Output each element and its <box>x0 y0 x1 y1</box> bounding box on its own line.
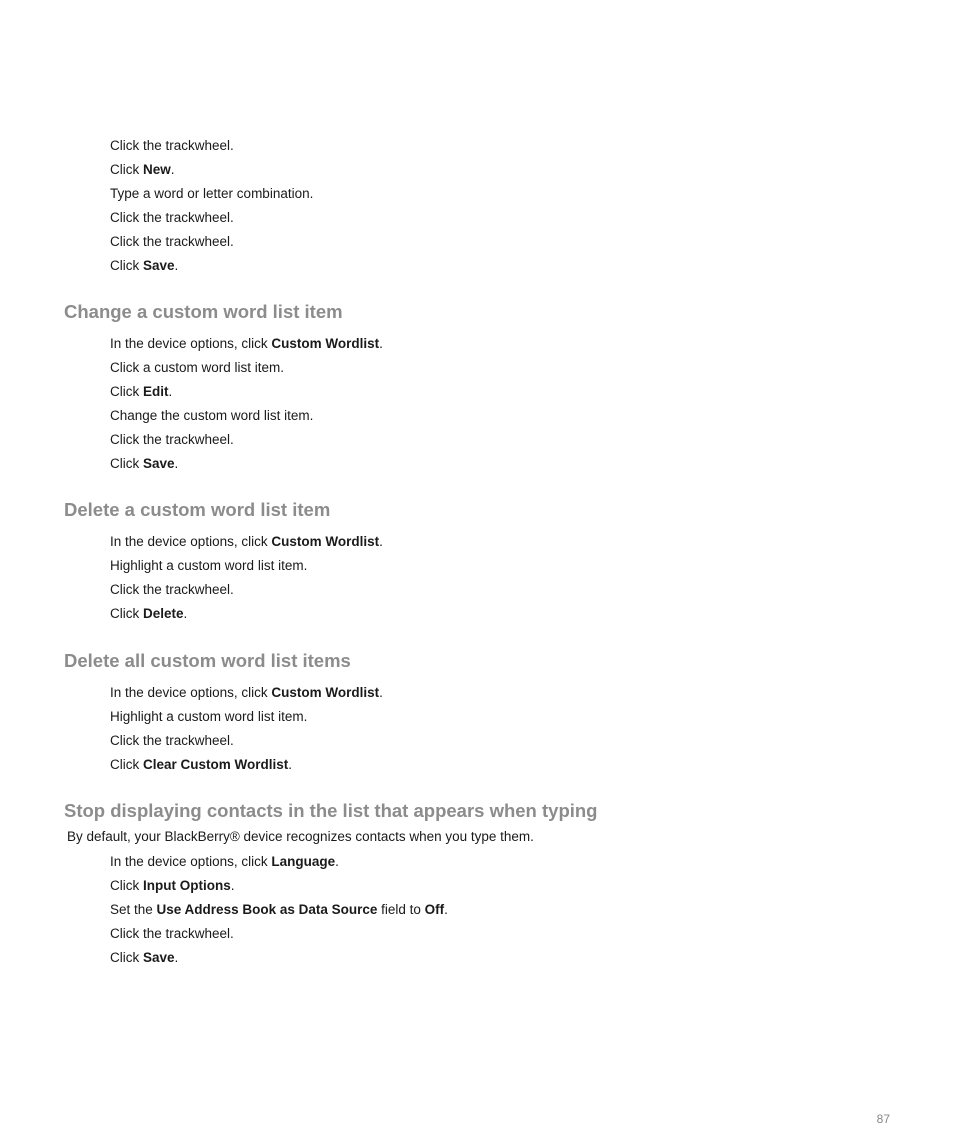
section-heading-stop-displaying-contacts: Stop displaying contacts in the list that appears when typing <box>64 800 598 821</box>
section-intro: By default, your BlackBerry® device recognizes contacts when you type them. <box>67 829 534 844</box>
section-heading-delete-item: Delete a custom word list item <box>64 499 331 520</box>
section-heading-change-item: Change a custom word list item <box>64 301 343 322</box>
document-page: Click the trackwheel. Click New. Type a word or letter combination. Click the trackwheel. Click the trackwheel. Click Save. Change a custom word list item In the device options, click Custom Wordlist. Click a custom word list item. Click Edit. Change the custom word list item. Click the trackwheel. Click Save. Delete a custom word list item In the device options, click Custom Wordlist. Highlight a custom word list item. Click the trackwheel. Click Delete. Delete all custom word list items In the device options, click Custom Wordlist. Highlight a custom word list item. Click the trackwheel. Click Clear Custom Wordlist. Stop displaying contacts in the list that appears when typing By default, your BlackBerry® device recognizes contacts when you type them. In the device options, click Language. Click Input Options. Set the Use Address Book as Data Source field to Off. Click the trackwheel. Click Save. 87 <box>64 138 890 1126</box>
section-heading-delete-all: Delete all custom word list items <box>64 650 351 671</box>
page-number: 87 <box>876 1112 890 1126</box>
